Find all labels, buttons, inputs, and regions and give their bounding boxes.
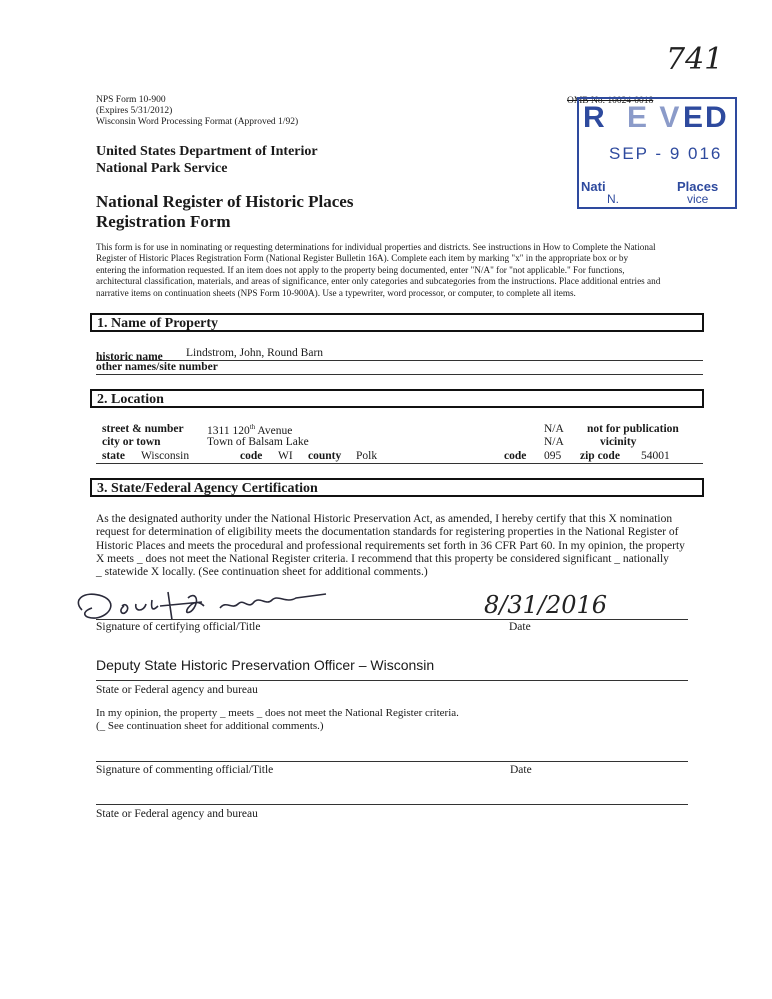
county-label: county	[308, 450, 342, 462]
opinion-line2: (_ See continuation sheet for additional comments.)	[96, 720, 324, 733]
stamp-r: R	[583, 101, 607, 134]
section-3-title: 3. State/Federal Agency Certification	[97, 481, 318, 496]
street-label: street & number	[102, 423, 184, 435]
intro-line4: architectural classification, materials, and areas of significance, enter only categories and subcategories from the instructions. Place additional entries and	[96, 276, 661, 287]
title-line2: Registration Form	[96, 212, 231, 231]
signature-rule	[96, 619, 688, 620]
signature-date-label: Date	[509, 621, 531, 633]
signature-label: Signature of certifying official/Title	[96, 621, 261, 633]
official-title-rule	[96, 680, 688, 681]
not-for-publication-label: not for publication	[587, 423, 679, 435]
received-stamp	[577, 97, 737, 209]
na-publication: N/A	[544, 423, 564, 435]
section-1-header	[90, 313, 704, 332]
stamp-ed: ED	[683, 101, 729, 134]
cert-line3: Historic Places and meets the procedural and professional requirements set forth in 36 CFR Part 60. In my opinion, the property	[96, 539, 685, 552]
handwritten-date-text: 8/31/2016	[484, 591, 608, 619]
agency-line1: United States Department of Interior	[96, 144, 318, 159]
stamp-line1-right: Places	[677, 179, 719, 194]
agency-label-2: State or Federal agency and bureau	[96, 808, 258, 820]
stamp-date: SEP - 9 016	[609, 144, 723, 163]
form-title	[96, 192, 353, 232]
state-value: Wisconsin	[141, 450, 190, 462]
zip-value: 54001	[641, 450, 670, 462]
county-value: Polk	[356, 450, 378, 462]
intro-line3: entering the information requested. If an item does not apply to the property being documented, enter "N/A" for "not applicable." For functions,	[96, 264, 625, 275]
handwritten-number-text: 741	[666, 42, 724, 77]
instructions-paragraph	[96, 242, 703, 299]
state-code-value: WI	[278, 450, 293, 462]
street-value	[207, 423, 292, 437]
stamp-mid: E V	[627, 101, 682, 134]
title-line1: National Register of Historic Places	[96, 192, 354, 211]
agency-line2: National Park Service	[96, 161, 228, 176]
commenting-rule	[96, 761, 688, 762]
official-title: Deputy State Historic Preservation Officer – Wisconsin	[96, 657, 435, 673]
city-label: city or town	[102, 436, 161, 448]
stamp-line2-right: vice	[687, 192, 709, 206]
historic-name-value: Lindstrom, John, Round Barn	[186, 347, 324, 359]
agency-label: State or Federal agency and bureau	[96, 684, 258, 696]
other-names-label: other names/site number	[96, 361, 218, 373]
na-vicinity: N/A	[544, 436, 564, 448]
cert-line4: X meets _ does not meet the National Register criteria. I recommend that this property be considered significant _ nationally	[96, 552, 669, 565]
location-rule	[96, 463, 703, 464]
intro-line5: narrative items on continuation sheets (NPS Form 10-900A). Use a typewriter, word processor, or computer, to complete all items.	[96, 287, 576, 298]
county-code-label: code	[504, 450, 527, 462]
section-2-header	[90, 389, 704, 408]
handwritten-date	[484, 591, 607, 619]
omb-number: OMB No. 10024-0018	[567, 96, 654, 106]
form-expiration: (Expires 5/31/2012)	[96, 106, 173, 116]
cert-line1: As the designated authority under the National Historic Preservation Act, as amended, I hereby certify that this X nomination	[96, 513, 673, 525]
cert-line5: _ statewide X locally. (See continuation sheet for additional comments.)	[96, 566, 428, 579]
stamp-line2-left: N.	[607, 192, 619, 206]
form-format: Wisconsin Word Processing Format (Approved 1/92)	[96, 117, 299, 127]
street-number: 1311 120	[207, 424, 250, 437]
vicinity-label: vicinity	[600, 436, 637, 448]
commenting-signature-label: Signature of commenting official/Title	[96, 764, 274, 776]
opinion-line1: In my opinion, the property _ meets _ does not meet the National Register criteria.	[96, 707, 459, 719]
state-code-label: code	[240, 450, 263, 462]
commenting-date-label: Date	[510, 764, 532, 776]
cert-line2: request for determination of eligibility meets the documentation standards for registering properties in the National Register of	[96, 526, 679, 539]
agency-heading	[96, 143, 318, 177]
other-names-rule	[96, 374, 703, 375]
street-ordinal: th	[249, 423, 256, 431]
agency2-rule	[96, 804, 688, 805]
section-2-title: 2. Location	[97, 392, 164, 407]
zip-label: zip code	[580, 450, 620, 462]
city-value: Town of Balsam Lake	[207, 436, 309, 448]
certification-paragraph	[96, 513, 708, 579]
form-number: NPS Form 10-900	[96, 95, 166, 105]
handwritten-page-number	[666, 42, 723, 77]
historic-name-label: historic name	[96, 351, 163, 363]
opinion-paragraph	[96, 707, 459, 734]
county-code-value: 095	[544, 450, 562, 462]
section-1-title: 1. Name of Property	[97, 316, 219, 331]
intro-line2: Register of Historic Places Registration Form (National Register Bulletin 16A). Complete each item by marking "x" in the appropriate box or by	[96, 253, 629, 264]
form-header	[96, 95, 298, 128]
intro-line1: This form is for use in nominating or requesting determinations for individual properties and districts. See instructions in How to Complete the National	[96, 242, 656, 252]
street-suffix: Avenue	[255, 424, 293, 437]
stamp-line1-left: Nati	[581, 179, 606, 194]
state-label: state	[102, 450, 125, 462]
section-3-header	[90, 478, 704, 497]
